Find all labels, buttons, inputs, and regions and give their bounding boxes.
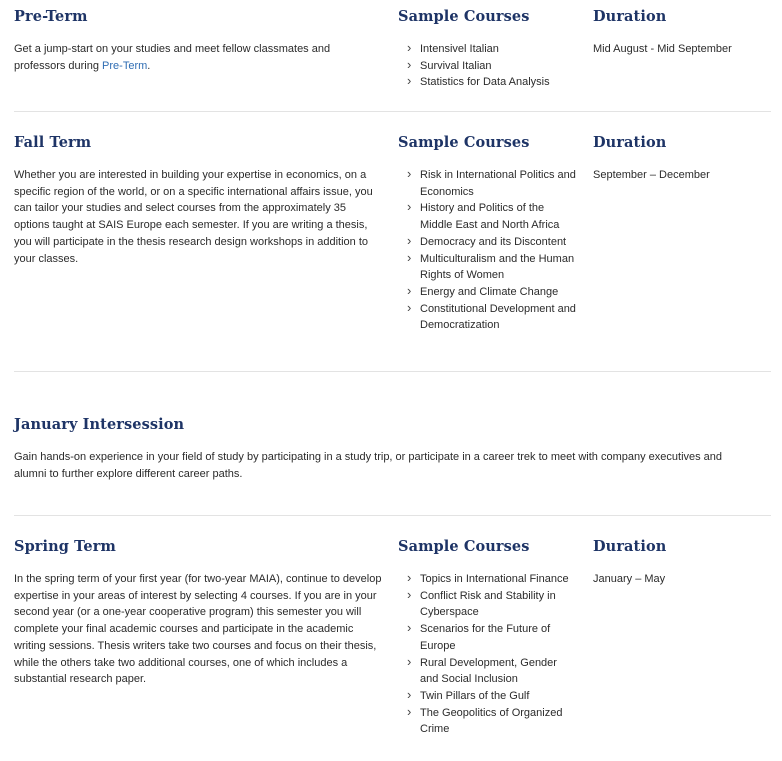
spring-duration xyxy=(593,538,771,588)
course-item: › Scenarios for the Future of Europe xyxy=(398,621,578,654)
course-item: › Twin Pillars of the Gulf xyxy=(398,688,578,705)
fall-section xyxy=(14,134,771,354)
fall-courses xyxy=(398,134,578,334)
fall-duration-heading: Duration xyxy=(593,134,667,151)
course-item: › Risk in International Politics and Economics xyxy=(398,167,578,200)
spring-course-list xyxy=(398,571,578,738)
preterm-duration-value: Mid August - Mid September xyxy=(593,43,732,55)
january-section xyxy=(14,416,771,486)
preterm-desc-end: . xyxy=(147,59,151,72)
fall-courses-heading: Sample Courses xyxy=(398,134,530,151)
divider xyxy=(14,515,771,516)
preterm-duration xyxy=(593,8,771,58)
spring-description: In the spring term of your first year (for two-year MAIA), continue to develop expertise in your areas of interest by selecting 4 courses. If you are in your second year (or a one-year cooperative program) this semester you will complete your final academic courses and participate in the academic writing sessions. Thesis writers take two courses and focus on their thesis, while the others take two additional courses, one of which includes a substantial research paper. xyxy=(14,573,382,686)
course-item: › Intensivel Italian xyxy=(398,41,578,58)
preterm-main xyxy=(14,8,386,74)
preterm-courses xyxy=(398,8,578,91)
preterm-course-list xyxy=(398,41,578,91)
spring-duration-value: January – May xyxy=(593,573,666,585)
course-item: › Multiculturalism and the Human Rights of Women xyxy=(398,251,578,284)
course-item: › Statistics for Data Analysis xyxy=(398,74,578,91)
preterm-desc-text: Get a jump-start on your studies and meet fellow classmates and professors during xyxy=(14,43,331,72)
preterm-description xyxy=(14,41,374,74)
preterm-section xyxy=(14,8,771,104)
fall-description: Whether you are interested in building your expertise in economics, on a specific region of the world, or on a specific international affairs issue, you can tailor your studies and select courses from the approximately 35 options taught at SAIS Europe each semester. If you are writing a thesis, you will participate in the thesis research design workshops in addition to your classes. xyxy=(14,169,373,265)
course-item: › History and Politics of the Middle East and North Africa xyxy=(398,200,578,233)
course-item: › Survival Italian xyxy=(398,58,578,75)
spring-section xyxy=(14,538,771,758)
course-item: › Democracy and its Discontent xyxy=(398,234,578,251)
fall-duration-value: September – December xyxy=(593,169,710,181)
spring-title: Spring Term xyxy=(14,538,116,555)
spring-courses-heading: Sample Courses xyxy=(398,538,530,555)
spring-main xyxy=(14,538,386,688)
spring-duration-heading: Duration xyxy=(593,538,667,555)
fall-duration xyxy=(593,134,771,184)
course-item: › Rural Development, Gender and Social Inclusion xyxy=(398,655,578,688)
course-item: › Topics in International Finance xyxy=(398,571,578,588)
preterm-title: Pre-Term xyxy=(14,8,88,25)
spring-courses xyxy=(398,538,578,738)
course-item: › Energy and Climate Change xyxy=(398,284,578,301)
course-item: › The Geopolitics of Organized Crime xyxy=(398,705,578,738)
divider xyxy=(14,111,771,112)
preterm-link[interactable]: Pre-Term xyxy=(102,59,148,72)
january-description: Gain hands-on experience in your field of study by participating in a study trip, or participate in a career trek to meet with company executives and alumni to further explore different career paths. xyxy=(14,451,723,480)
fall-title: Fall Term xyxy=(14,134,92,151)
divider xyxy=(14,371,771,372)
preterm-courses-heading: Sample Courses xyxy=(398,8,530,25)
fall-course-list xyxy=(398,167,578,334)
fall-main xyxy=(14,134,386,267)
january-title: January Intersession xyxy=(14,416,185,433)
preterm-duration-heading: Duration xyxy=(593,8,667,25)
course-item: › Conflict Risk and Stability in Cyberspace xyxy=(398,588,578,621)
course-item: › Constitutional Development and Democratization xyxy=(398,301,578,334)
